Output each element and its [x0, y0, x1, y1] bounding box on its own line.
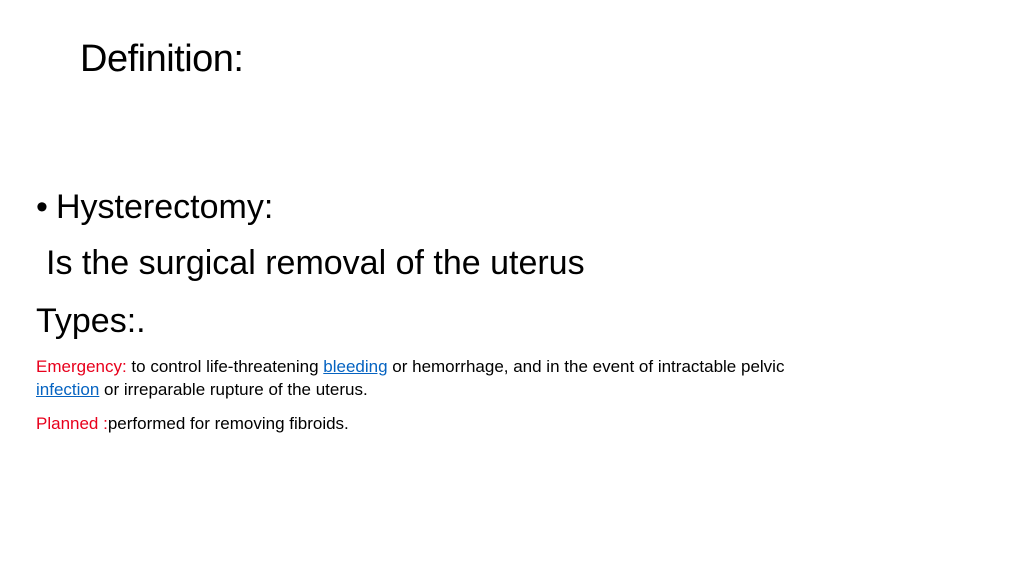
emergency-label: Emergency:	[36, 357, 127, 376]
bullet-heading: Hysterectomy:	[56, 188, 274, 226]
bullet-icon: •	[36, 188, 48, 226]
emergency-text-3: or irreparable rupture of the uterus.	[99, 380, 368, 399]
types-label: Types:.	[36, 302, 146, 340]
infection-link[interactable]: infection	[36, 380, 100, 399]
definition-text: Is the surgical removal of the uterus	[46, 244, 585, 282]
bleeding-link[interactable]: bleeding	[323, 357, 388, 376]
emergency-text-2: or hemorrhage, and in the event of intractable pelvic	[387, 357, 785, 376]
planned-paragraph	[36, 412, 349, 435]
planned-text: performed for removing fibroids.	[107, 414, 349, 433]
slide-title: Definition:	[80, 38, 244, 80]
emergency-text-1: to control life-threatening	[126, 357, 324, 376]
bullet-item-hysterectomy	[36, 186, 273, 228]
emergency-paragraph	[36, 355, 796, 401]
planned-label: Planned :	[36, 414, 108, 433]
